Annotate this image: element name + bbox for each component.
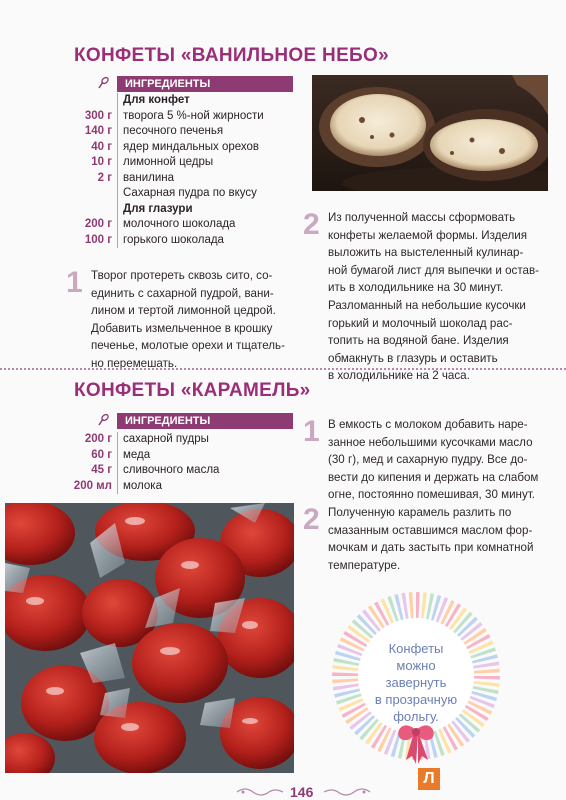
ornament-right-icon [322,786,372,798]
ingredients-header: ИНГРЕДИЕНТЫ [117,413,293,429]
list-item: Сахарная пудра по вкусу [70,186,264,202]
step-number: 1 [303,415,320,448]
list-item: 200 мл молока [62,479,219,495]
step-text: Полученную карамель разлить по смазанным оставшимся маслом фор- мочкам и дать застыть при комнатной температуре. [328,506,534,572]
list-item: 10 г лимонной цедры [70,155,264,171]
tip-text: Конфеты можно завернуть в прозрачную фольгу. [374,641,458,724]
step-number: 1 [66,266,83,299]
list-item: 2 г ванилина [70,171,264,187]
whisk-icon [96,413,110,427]
list-item: 300 г творога 5 %-ной жирности [70,109,264,125]
ingredients-header: ИНГРЕДИЕНТЫ [117,76,293,92]
dessert-photo [312,75,548,191]
whisk-icon [96,76,110,90]
list-item: 60 г меда [62,448,219,464]
list-item: 40 г ядер миндальных орехов [70,140,264,156]
step-text: В емкость с молоком добавить наре- занное небольшими кусочками масло (30 г), мед и сахарную пудру. Все до- вести до кипения и держать на слабом огне, постоянно помешивая, 30 минут. [328,418,539,502]
list-item: 200 г молочного шоколада [70,217,264,233]
ingredients-list-2 [62,432,219,494]
recipe2-title: КОНФЕТЫ «КАРАМЕЛЬ» [74,380,311,401]
list-item: 200 г сахарной пудры [62,432,219,448]
group-heading: Для глазури [117,202,193,218]
step-text: Из полученной массы сформовать конфеты желаемой формы. Изделия выложить на выстеленный кулинар- ной бумагой лист для выпечки и остав- ить в холодильнике на 30 минут. Разломанный на небольшие кусочки горький и молочный шоколад рас- топить на водяной бане. Изделия обмакнуть в глазурь и оставить в холодильнике на 2 часа. [328,211,539,383]
publisher-logo: Л [418,768,440,790]
group-heading: Для конфет [117,93,190,109]
list-item: 140 г песочного печенья [70,124,264,140]
ingredients-list-1 [70,93,264,248]
page-number: 146 [290,784,314,800]
step-number: 2 [303,503,320,536]
step-number: 2 [303,208,320,241]
ornament-left-icon [235,786,285,798]
list-item: 45 г сливочного масла [62,463,219,479]
section-divider [0,368,566,370]
recipe1-title: КОНФЕТЫ «ВАНИЛЬНОЕ НЕБО» [74,45,389,66]
caramel-photo [5,503,294,773]
list-item: 100 г горького шоколада [70,233,264,249]
step-text: Творог протереть сквозь сито, со- единить с сахарной пудрой, вани- лином и тертой лимонной цедрой. Добавить измельченное в крошку печенье, молотые орехи и тщатель- но перемешать. [91,269,285,370]
